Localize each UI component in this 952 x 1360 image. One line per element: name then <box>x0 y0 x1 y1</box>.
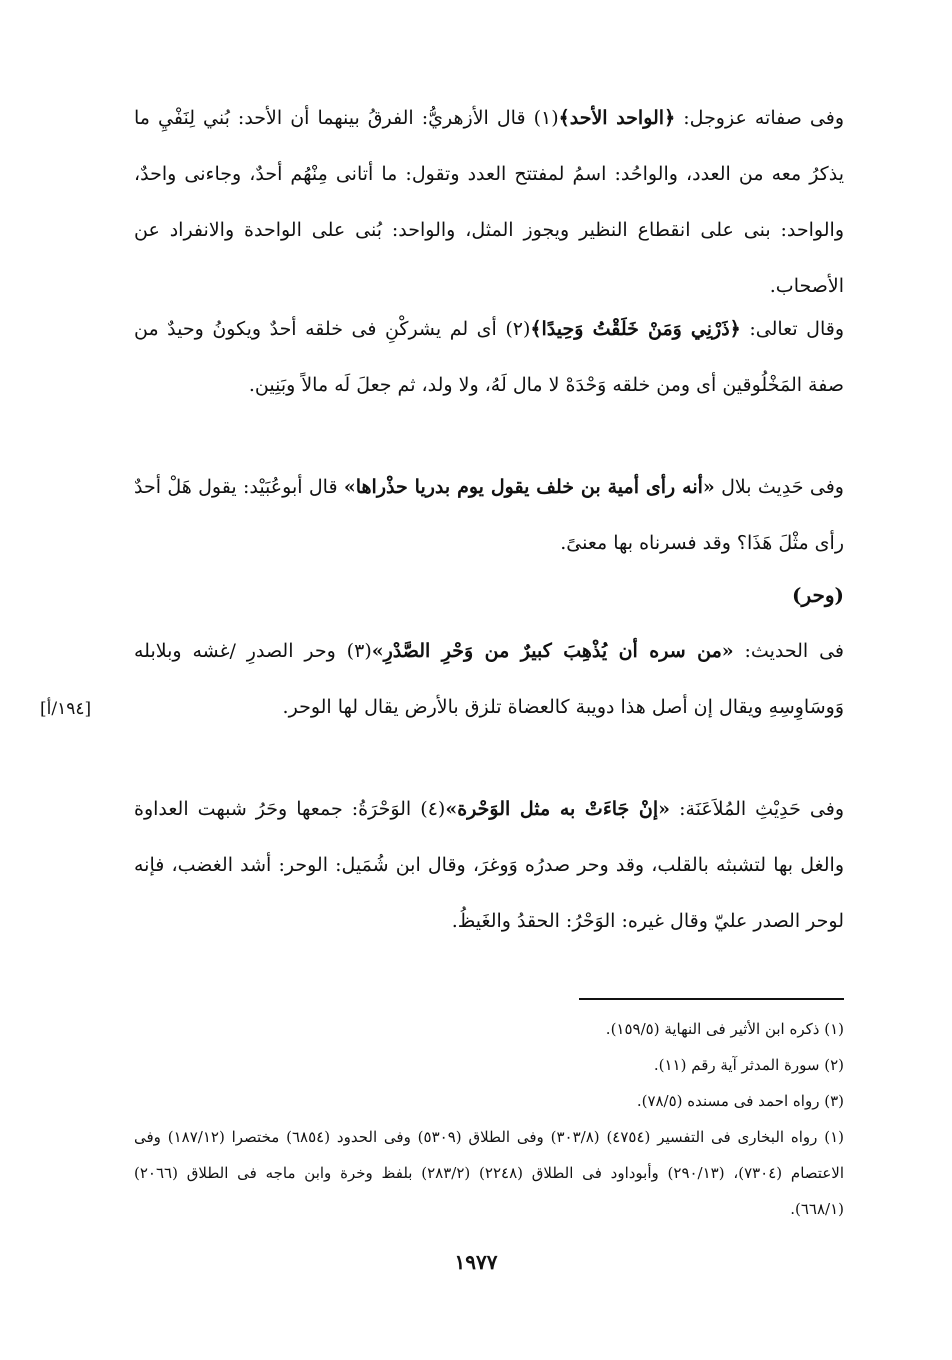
paragraph-lead: فى الحديث: <box>733 640 844 662</box>
paragraph-wahid-ahad <box>134 90 844 314</box>
page-number: ١٩٧٧ <box>454 1250 498 1274</box>
paragraph-text: (٤) الوَحْرَةُ: جمعها وحَرُ شبهت العداوة والغل بها لتشبثه بالقلب، وقد وحر صدرُه وَوغرَ، وقال ابن شُمَيل: الوحر: أشد الغضب، فإنه لوحر الصدر عليّ وقال غيره: الوَحْرُ: الحقدُ والغَيظُ. <box>134 798 844 932</box>
paragraph-bilal <box>134 459 844 571</box>
paragraph-wahr-sadr <box>134 623 844 735</box>
quoted-verse: ﴿ذَرْنِي وَمَنْ خَلَقْتُ وَحِيدًا﴾ <box>530 318 741 340</box>
quoted-hadith: «أنه رأى أمية بن خلف يقول يوم بدريا حذْراها» <box>343 476 715 498</box>
paragraph-wahid <box>134 301 844 413</box>
paragraph-text: (١) قال الأزهريُّ: الفرقُ بينهما أن الأحد: بُني لِنَفْيِ ما يذكرُ معه من العدد، والواحُد: اسمُ لمفتتح العدد وتقول: ما أتانى مِنْهُم أحدٌ، وجاءنى واحدٌ، والواحد: بنى على انقطاع النظير ويجوز المثل، والواحد: بُنى على الواحدة والانفراد عن الأصحاب. <box>134 107 844 297</box>
paragraph-lead: وفى حَدِيْثِ المُلاَعَنَة: <box>670 798 844 820</box>
paragraph-lead: وفى صفاته عزوجل: <box>675 107 844 129</box>
footnote: (٢) سورة المدثر آية رقم (١١). <box>653 1056 844 1074</box>
paragraph-lead: وفى حَدِيث بلال <box>714 476 844 498</box>
paragraph-lead: وقال تعالى: <box>740 318 845 340</box>
footnote: (١) رواه البخارى فى التفسير (٤٧٥٤) (٣٠٣/٨) وفى الطلاق (٥٣٠٩) وفى الحدود (٦٨٥٤) مختصرا (١٨٧/١٢) وفى الاعتصام (٧٣٠٤)، (٢٩٠/١٣) وأبوداود فى الطلاق (٢٢٤٨) (٢٨٣/٢) بلفظ وخرة وابن ماجه فى الطلاق (٢٠٦٦) (٦٦٨/١). <box>134 1128 844 1218</box>
quoted-hadith: «إنْ جَاءَتْ به مثل الوَحْرة» <box>445 798 671 820</box>
footnote: (٣) رواه احمد فى مسنده (٧٨/٥). <box>636 1092 844 1110</box>
marginal-reference: [١٩٤/أ] <box>40 699 92 719</box>
paragraph-text: (٢) أى لم يشركْنِ فى خلقه أحدٌ ويكونُ وحيدٌ من صفة المَخْلُوقين أى ومن خلقه وَحْدَهْ لا مال لَهُ، ولا ولد، ثم جعلَ لَه مالاً وبَنِين. <box>134 318 844 396</box>
paragraph-mulaana <box>134 781 844 949</box>
paragraph-text: قال أبوعُبَيْد: يقول هَلْ أحدٌ رأى مثْلَ هَذَا؟ وقد فسرناه بها معنىً. <box>134 476 844 554</box>
section-heading: (وحر) <box>792 583 844 607</box>
paragraph-text: (٣) وحر الصدرِ /غشه وبلابله وَوسَاوِسِهِ ويقال إن أصل هذا دويبة كالعضاة تلزق بالأرض يقال لها الوحر. <box>134 640 844 718</box>
quoted-hadith: «من سره أن يُذْهِبَ كبيرٌ من وَحْرِ الصَّدْرِ» <box>371 640 734 662</box>
footnote: (١) ذكره ابن الأثير فى النهاية (١٥٩/٥). <box>605 1020 844 1038</box>
quoted-phrase: ﴿الواحد الأحد﴾ <box>558 107 676 129</box>
footnote-separator <box>579 998 844 1000</box>
